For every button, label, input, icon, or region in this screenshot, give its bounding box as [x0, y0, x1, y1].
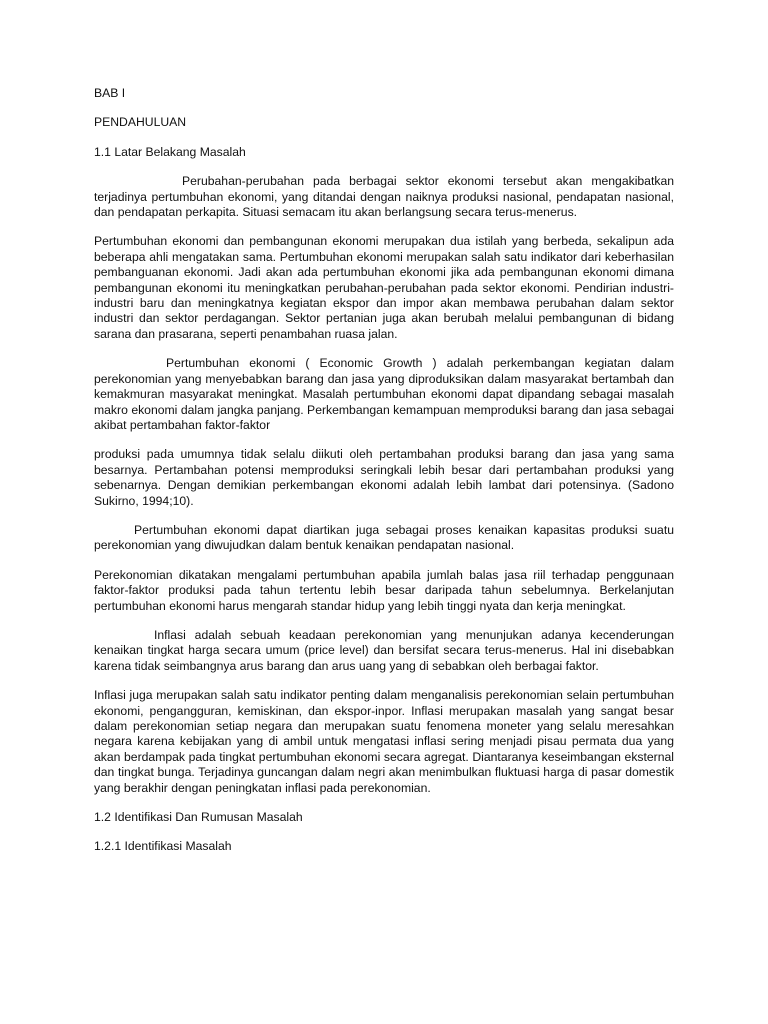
- paragraph-5: Pertumbuhan ekonomi dapat diartikan juga sebagai proses kenaikan kapasitas produksi suatu perekonomian yang diwujudkan dalam bentuk kenaikan pendapatan nasional.: [94, 522, 674, 553]
- chapter-title: PENDAHULUAN: [94, 115, 187, 130]
- section-heading-1-1: 1.1 Latar Belakang Masalah: [94, 144, 246, 159]
- paragraph-7: Inflasi adalah sebuah keadaan perekonomian yang menunjukan adanya kecenderungan kenaikan tingkat harga secara umum (price level) dan bersifat secara terus-menerus. Hal ini disebabkan karena tidak seimbangnya arus barang dan arus uang yang di sebabkan oleh berbagai faktor.: [94, 627, 674, 673]
- chapter-label: BAB I: [94, 86, 126, 100]
- section-heading-1-2: 1.2 Identifikasi Dan Rumusan Masalah: [94, 810, 303, 825]
- paragraph-1: Perubahan-perubahan pada berbagai sektor ekonomi tersebut akan mengakibatkan terjadinya pertumbuhan ekonomi, yang ditandai dengan naiknya produksi nasional, pendapatan nasional, dan pendapatan perkapita. Situasi semacam itu akan berlangsung secara terus-menerus.: [94, 174, 674, 220]
- paragraph-4: produksi pada umumnya tidak selalu diikuti oleh pertambahan produksi barang dan jasa yang sama besarnya. Pertambahan potensi memproduksi seringkali lebih besar dari pertambahan produksi yang sebenarnya. Dengan demikian perkembangan ekonomi adalah lebih lambat dari potensinya. (Sadono Sukirno, 1994;10).: [94, 447, 674, 508]
- document-page: [94, 86, 674, 869]
- paragraph-3: Pertumbuhan ekonomi ( Economic Growth ) adalah perkembangan kegiatan dalam perekonomian yang menyebabkan barang dan jasa yang diproduksikan dalam masyarakat bertambah dan kemakmuran masyarakat meningkat. Masalah pertumbuhan ekonomi dapat dipandang sebagai masalah makro ekonomi dalam jangka panjang. Perkembangan kemampuan memproduksi barang dan jasa sebagai akibat pertambahan faktor-faktor: [94, 356, 674, 432]
- section-heading-1-2-1: 1.2.1 Identifikasi Masalah: [94, 839, 232, 854]
- paragraph-8: Inflasi juga merupakan salah satu indikator penting dalam menganalisis perekonomian selain pertumbuhan ekonomi, pengangguran, kemiskinan, dan ekspor-inpor. Inflasi merupakan masalah yang sangat besar dalam perekonomian setiap negara dan merupakan suatu fenomena moneter yang selalu meresahkan negara karena kebijakan yang di ambil untuk mengatasi inflasi sering menjadi pisau permata dua yang akan berdampak pada tingkat pertumbuhan ekonomi secara agregat. Diantaranya keseimbangan eksternal dan tingkat bunga. Terjadinya guncangan dalam negri akan menimbulkan fluktuasi harga di pasar domestik yang berakhir dengan peningkatan inflasi pada perekonomian.: [94, 688, 674, 795]
- paragraph-6: Perekonomian dikatakan mengalami pertumbuhan apabila jumlah balas jasa riil terhadap penggunaan faktor-faktor produksi pada tahun tertentu lebih besar daripada tahun sebelumnya. Berkelanjutan pertumbuhan ekonomi harus mengarah standar hidup yang lebih tinggi nyata dan kerja meningkat.: [94, 567, 674, 613]
- paragraph-2: Pertumbuhan ekonomi dan pembangunan ekonomi merupakan dua istilah yang berbeda, sekalipun ada beberapa ahli mengatakan sama. Pertumbuhan ekonomi merupakan salah satu indikator dari keberhasilan pembanguanan ekonomi. Jadi akan ada pertumbuhan ekonomi jika ada pembangunan ekonomi dimana pembangunan ekonomi itu meningkatkan perubahan-perubahan pada sektor ekonomi. Pendirian industri-industri baru dan meningkatnya kegiatan ekspor dan impor akan membawa perubahan dalam sektor industri dan sektor perdagangan. Sektor pertanian juga akan berubah melalui pembangunan di bidang sarana dan prasarana, seperti penambahan ruasa jalan.: [94, 234, 674, 341]
